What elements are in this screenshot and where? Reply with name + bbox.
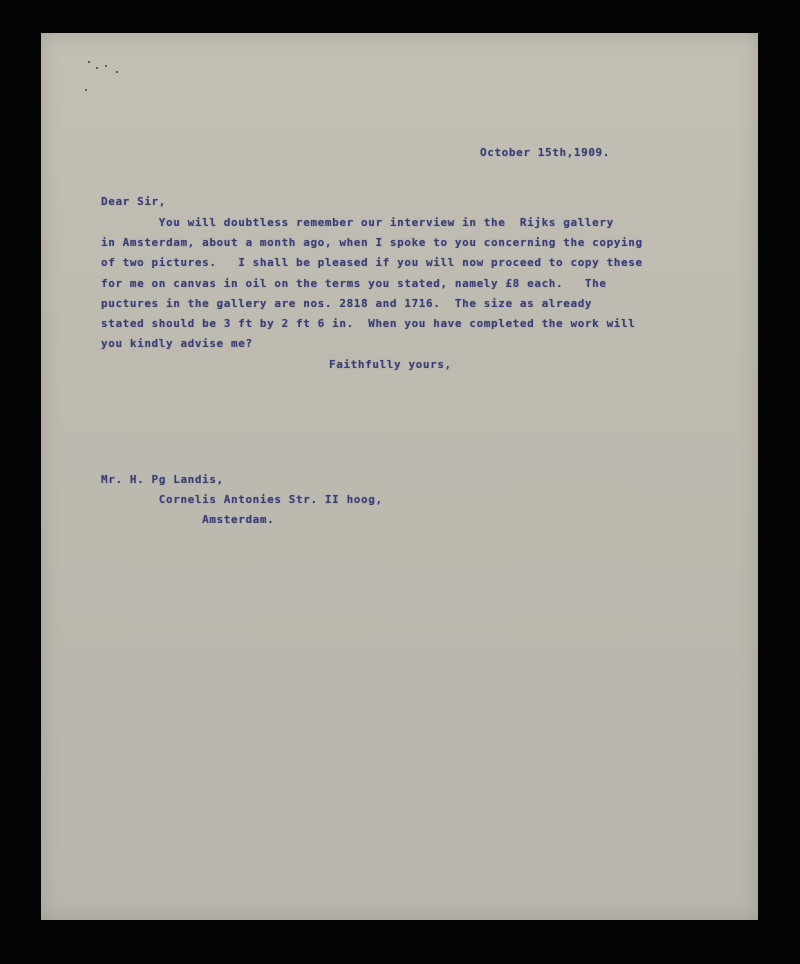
paper-speck <box>116 71 118 73</box>
letter-closing: Faithfully yours, <box>329 358 452 371</box>
letter-salutation: Dear Sir, <box>101 195 167 208</box>
letter-body-line: stated should be 3 ft by 2 ft 6 in. When you have completed the work will <box>101 317 636 330</box>
letter-body-line: you kindly advise me? <box>101 337 253 350</box>
recipient-address-line: Mr. H. Pg Landis, <box>101 473 224 486</box>
recipient-address-line: Cornelis Antonies Str. II hoog, <box>101 493 383 506</box>
letter-body-line: puctures in the gallery are nos. 2818 and 1716. The size as already <box>101 297 593 310</box>
letter-body-line: for me on canvas in oil on the terms you stated, namely £8 each. The <box>101 277 607 290</box>
recipient-address-line: Amsterdam. <box>101 513 275 526</box>
paper-speck <box>88 61 90 63</box>
letter-body-line: of two pictures. I shall be pleased if you will now proceed to copy these <box>101 256 643 269</box>
letter-body-line: in Amsterdam, about a month ago, when I spoke to you concerning the copying <box>101 236 643 249</box>
paper-speck <box>85 89 87 91</box>
letter-date: October 15th,1909. <box>480 146 611 159</box>
letter-body-line: You will doubtless remember our interview in the Rijks gallery <box>101 216 614 229</box>
paper-speck <box>105 65 107 67</box>
letter-page <box>41 33 758 920</box>
paper-speck <box>96 67 98 69</box>
